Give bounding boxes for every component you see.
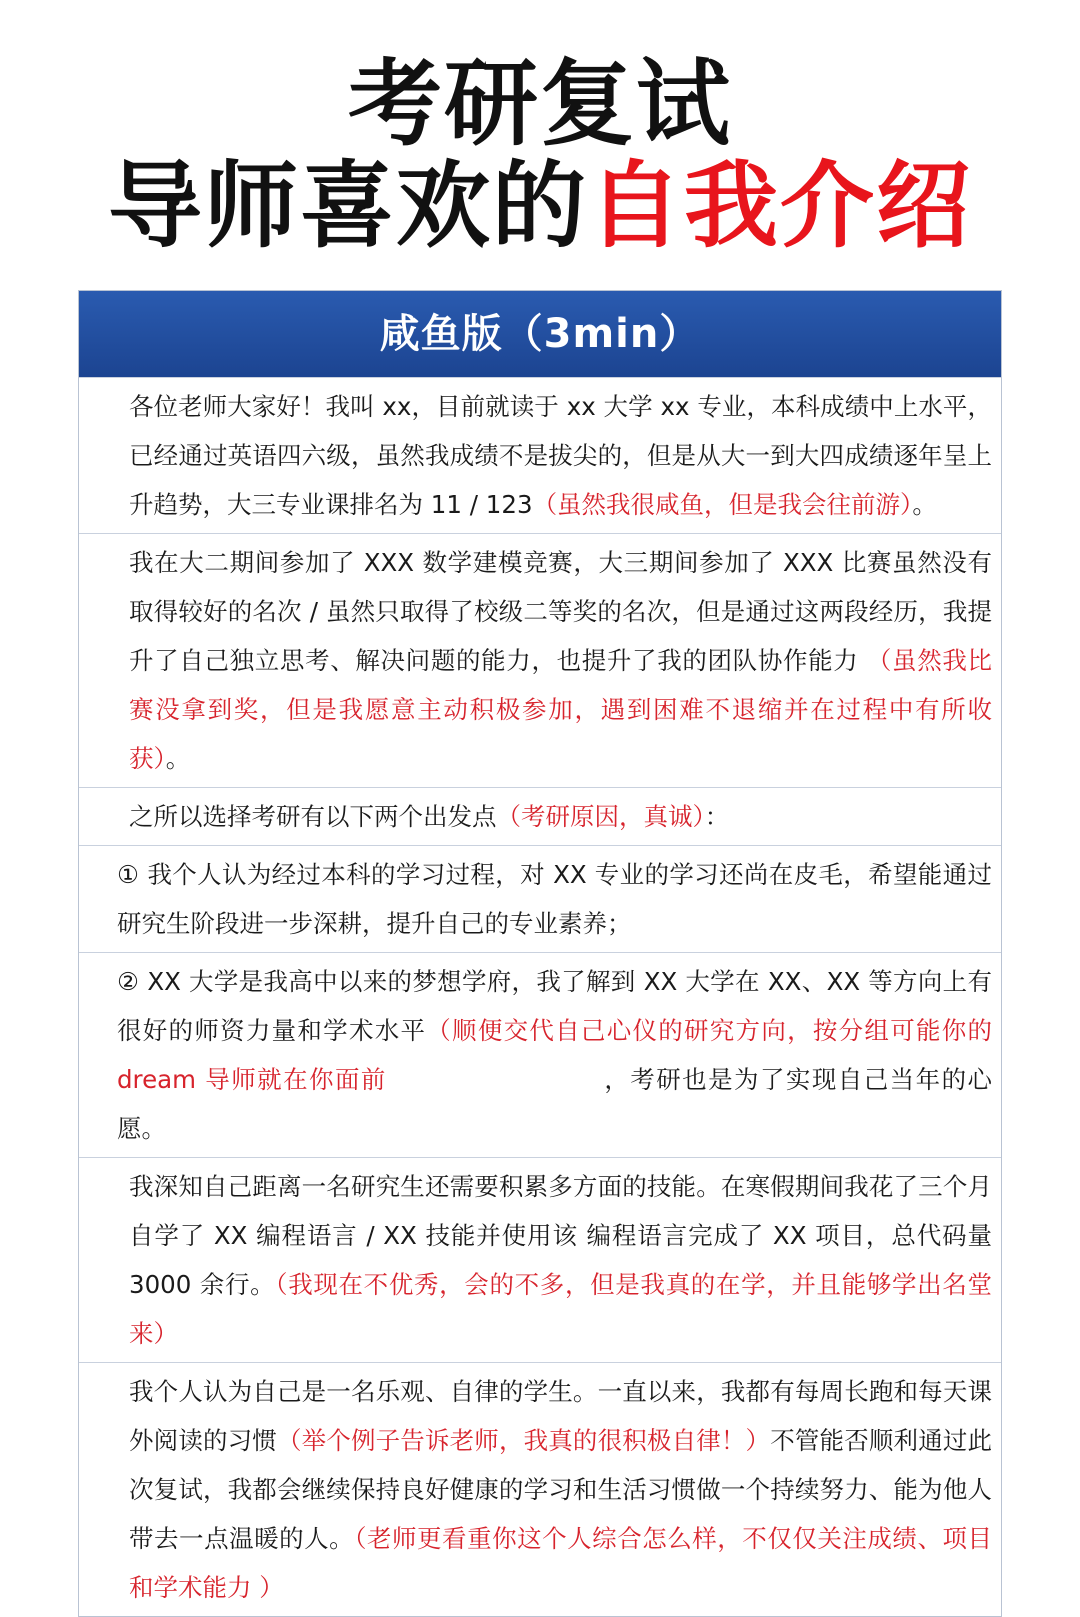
paragraph-note: （顺便交代自己心仪的研究方向，按分组可能你的 dream 导师就在你面前 — [117, 1016, 993, 1094]
paragraph-text: ① 我个人认为经过本科的学习过程，对 XX 专业的学习还尚在皮毛，希望能通过研究生阶段进一步深耕，提升自己的专业素养； — [117, 860, 992, 938]
paragraph-skills — [79, 1157, 1001, 1362]
paragraph-reasons — [79, 787, 1001, 845]
content-box — [78, 290, 1002, 1617]
section-banner: 咸鱼版（3min） — [79, 291, 1001, 377]
paragraph-competition — [79, 533, 1001, 787]
paragraph-note: （我现在不优秀，会的不多，但是我真的在学，并且能够学出名堂来） — [129, 1270, 992, 1348]
paragraph-text: 我深知自己距离一名研究生还需要积累多方面的技能。在寒假期间我花了三个月自学了 XX 编程语言 / XX 技能并使用该 编程语言完成了 XX 项目，总代码量 3000 余行。 — [129, 1172, 992, 1299]
paragraph-note: （考研原因，真诚） — [496, 802, 705, 831]
paragraph-text: 我个人认为自己是一名乐观、自律的学生。一直以来，我都有每周长跑和每天课外阅读的习惯 — [129, 1377, 992, 1455]
paragraph-text: ② XX 大学是我高中以来的梦想学府，我了解到 XX 大学在 XX、XX 等方向上有很好的师资力量和学术水平 — [117, 967, 992, 1045]
paragraph-personality — [79, 1362, 1001, 1616]
page-title-line2 — [0, 152, 1080, 261]
paragraph-tail: ，考研也是为了实现自己当年的心愿。 — [117, 1065, 993, 1143]
paragraph-text: 各位老师大家好！我叫 xx，目前就读于 xx 大学 xx 专业，本科成绩中上水平，已经通过英语四六级，虽然我成绩不是拔尖的，但是从大一到大四成绩逐年呈上升趋势，大三专业课排名为 11 / 123 — [129, 392, 992, 519]
paragraph-tail: 。 — [165, 744, 191, 773]
paragraph-note: （举个例子告诉老师，我真的很积极自律！） — [276, 1426, 771, 1455]
paragraph-note-2: （老师更看重你这个人综合怎么样，不仅仅关注成绩、项目和学术能力 ） — [129, 1524, 993, 1602]
paragraph-reason-2 — [79, 952, 1001, 1157]
paragraph-intro — [79, 377, 1001, 533]
paragraph-note: （虽然我很咸鱼，但是我会往前游） — [532, 490, 913, 519]
paragraph-note: （虽然我比赛没拿到奖，但是我愿意主动积极参加，遇到困难不退缩并在过程中有所收获） — [129, 646, 993, 773]
paragraph-tail: 。 — [912, 490, 937, 519]
title-black-part: 导师喜欢的 — [107, 152, 588, 261]
paragraph-text: 我在大二期间参加了 XXX 数学建模竞赛，大三期间参加了 XXX 比赛虽然没有取得较好的名次 / 虽然只取得了校级二等奖的名次，但是通过这两段经历，我提升了自己独立思考、解决问题的能力，也提升了我的团队协作能力 — [129, 548, 992, 675]
paragraph-text-2: 不管能否顺利通过此次复试，我都会继续保持良好健康的学习和生活习惯做一个持续努力、能为他人带去一点温暖的人。 — [129, 1426, 993, 1553]
paragraph-text: 之所以选择考研有以下两个出发点 — [129, 802, 497, 831]
paragraph-reason-1 — [79, 845, 1001, 952]
paragraph-tail: ： — [704, 802, 730, 831]
page-title-line1: 考研复试 — [347, 50, 732, 159]
title-red-part: 自我介绍 — [588, 152, 973, 261]
